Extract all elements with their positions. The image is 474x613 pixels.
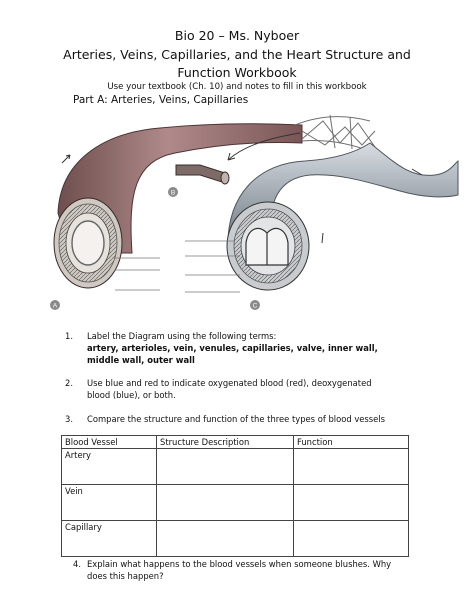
- vein-structure-cell[interactable]: [157, 485, 294, 521]
- svg-text:C: C: [252, 302, 258, 310]
- question-1-text: Label the Diagram using the following terms:: [87, 331, 277, 341]
- worksheet-subtitle-line1: Arteries, Veins, Capillaries, and the Heart Structure and: [63, 47, 411, 62]
- question-2-text: Use blue and red to indicate oxygenated blood (red), deoxygenated blood (blue), or both.: [87, 378, 372, 400]
- diagram-label-a: [50, 300, 60, 310]
- vein-function-cell[interactable]: [294, 485, 409, 521]
- question-1-terms: artery, arterioles, vein, venules, capillaries, valve, inner wall, middle wall, outer wall: [87, 343, 378, 365]
- question-1: [65, 330, 385, 366]
- svg-text:A: A: [52, 302, 58, 310]
- header-structure-description: Structure Description: [157, 436, 294, 449]
- capillary-function-cell[interactable]: [294, 521, 409, 557]
- table-row: [62, 521, 409, 557]
- header-blood-vessel: Blood Vessel: [62, 436, 157, 449]
- question-4-number: 4.: [73, 559, 81, 569]
- table-header-row: [62, 436, 409, 449]
- capillary-structure-cell[interactable]: [157, 521, 294, 557]
- artery-function-cell[interactable]: [294, 449, 409, 485]
- question-2: [65, 377, 385, 401]
- question-1-number: 1.: [65, 331, 73, 341]
- label-leader-lines: [115, 241, 240, 292]
- blood-vessel-diagram: [40, 103, 460, 315]
- question-3-text: Compare the structure and function of the three types of blood vessels: [87, 414, 385, 424]
- question-3-number: 3.: [65, 414, 73, 424]
- worksheet-instructions: Use your textbook (Ch. 10) and notes to fill in this workbook: [107, 82, 367, 92]
- blood-vessel-comparison-table: [61, 435, 409, 557]
- vein-illustration: [227, 143, 458, 290]
- row-label-vein: Vein: [62, 485, 157, 521]
- diagram-label-b: [168, 187, 178, 197]
- svg-text:B: B: [170, 189, 176, 197]
- table-row: [62, 449, 409, 485]
- worksheet-title: Bio 20 – Ms. Nyboer: [174, 28, 300, 43]
- row-label-artery: Artery: [62, 449, 157, 485]
- diagram-label-c: [250, 300, 260, 310]
- worksheet-subtitle-line2: Function Workbook: [177, 65, 297, 80]
- part-a-heading: Part A: Arteries, Veins, Capillaries: [73, 94, 249, 106]
- question-4-text: Explain what happens to the blood vessels when someone blushes. Why does this happen?: [87, 559, 392, 581]
- question-4: [65, 558, 395, 582]
- table-row: [62, 485, 409, 521]
- row-label-capillary: Capillary: [62, 521, 157, 557]
- question-3: [65, 413, 405, 425]
- artery-structure-cell[interactable]: [157, 449, 294, 485]
- small-vessel-illustration: [176, 165, 229, 184]
- header-function: Function: [294, 436, 409, 449]
- question-2-number: 2.: [65, 378, 73, 388]
